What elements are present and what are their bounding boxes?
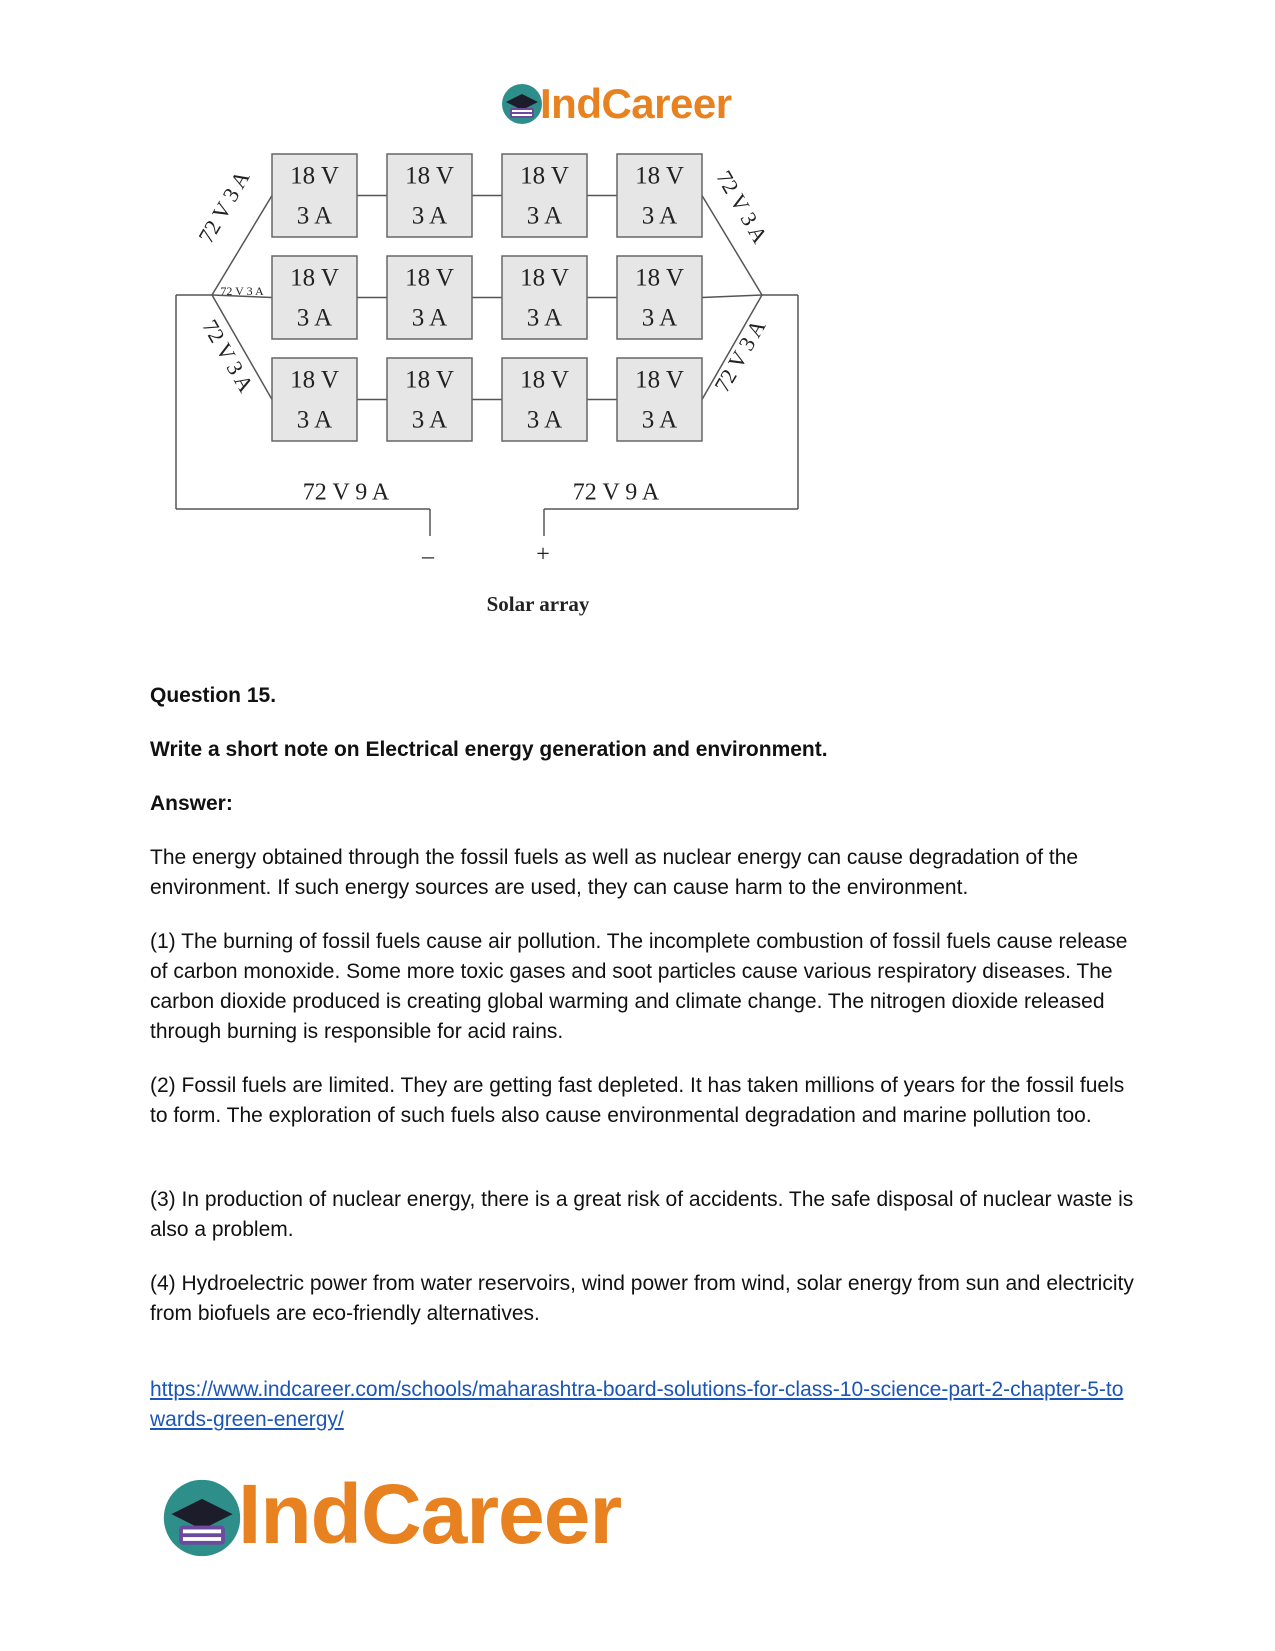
graduation-cap-book-icon	[500, 82, 544, 126]
positive-terminal-label: +	[536, 541, 550, 568]
cell-current-label: 3 A	[296, 202, 333, 230]
cell-current-label: 3 A	[526, 406, 563, 434]
cell-voltage-label: 18 V	[520, 264, 569, 292]
answer-point-1: (1) The burning of fossil fuels cause air pollution. The incomplete combustion of fossil fuels cause release of carbon monoxide. Some more toxic gases and soot particles cause various respiratory diseases. The carbon dioxide produced is creating global warming and climate change. The nitrogen dioxide released through burning is responsible for acid rains.	[150, 930, 1128, 1043]
cell-current-label: 3 A	[296, 304, 333, 332]
cell-current-label: 3 A	[526, 304, 563, 332]
diagram-caption: Solar array	[486, 591, 590, 616]
branch-label: 72 V 3 A	[197, 315, 259, 397]
cell-voltage-label: 18 V	[290, 366, 339, 394]
cell-current-label: 3 A	[411, 406, 448, 434]
answer-point-2: (2) Fossil fuels are limited. They are getting fast depleted. It has taken millions of years for the fossil fuels to form. The exploration of such fuels also cause environmental degradation and marine pollution too.	[150, 1074, 1125, 1127]
question-number: Question 15.	[150, 684, 277, 707]
cell-current-label: 3 A	[641, 304, 678, 332]
cell-voltage-label: 18 V	[405, 366, 454, 394]
cell-voltage-label: 18 V	[635, 162, 684, 190]
answer-intro: The energy obtained through the fossil fuels as well as nuclear energy can cause degradation of the environment. If such energy sources are used, they can cause harm to the environment.	[150, 846, 1079, 899]
solar-array-diagram	[148, 152, 848, 660]
indcareer-logo-bottom	[160, 1468, 720, 1568]
cell-current-label: 3 A	[296, 406, 333, 434]
source-link[interactable]: https://www.indcareer.com/schools/maharashtra-board-solutions-for-class-10-science-part-2-chapter-5-towards-green-energy/	[150, 1378, 1124, 1431]
cell-current-label: 3 A	[526, 202, 563, 230]
cell-current-label: 3 A	[641, 202, 678, 230]
graduation-cap-book-icon	[160, 1476, 244, 1560]
branch-label: 72 V 3 A	[193, 166, 255, 248]
cell-voltage-label: 18 V	[290, 264, 339, 292]
brand-wordmark: IndCareer	[540, 80, 732, 127]
answer-point-4: (4) Hydroelectric power from water reservoirs, wind power from wind, solar energy from sun and electricity from biofuels are eco-friendly alternatives.	[150, 1272, 1134, 1325]
solar-array-svg	[148, 152, 848, 660]
branch-label-small: 72 V 3 A	[220, 283, 264, 298]
cell-voltage-label: 18 V	[405, 162, 454, 190]
cell-voltage-label: 18 V	[290, 162, 339, 190]
cell-voltage-label: 18 V	[520, 366, 569, 394]
answer-label: Answer:	[150, 792, 233, 815]
output-label-left: 72 V 9 A	[302, 479, 390, 506]
cell-current-label: 3 A	[411, 304, 448, 332]
branch-label: 72 V 3 A	[711, 166, 773, 248]
output-label-right: 72 V 9 A	[572, 479, 660, 506]
question-prompt: Write a short note on Electrical energy generation and environment.	[150, 738, 828, 761]
answer-point-3: (3) In production of nuclear energy, there is a great risk of accidents. The safe disposal of nuclear waste is also a problem.	[150, 1188, 1134, 1241]
branch-label: 72 V 3 A	[709, 315, 771, 397]
cell-current-label: 3 A	[641, 406, 678, 434]
cell-voltage-label: 18 V	[405, 264, 454, 292]
cell-voltage-label: 18 V	[635, 366, 684, 394]
cell-current-label: 3 A	[411, 202, 448, 230]
cell-voltage-label: 18 V	[520, 162, 569, 190]
brand-wordmark: IndCareer	[238, 1467, 622, 1561]
cell-voltage-label: 18 V	[635, 264, 684, 292]
indcareer-logo-top	[500, 78, 780, 130]
negative-terminal-label: –	[422, 543, 434, 570]
right-branch-wire	[702, 295, 762, 298]
